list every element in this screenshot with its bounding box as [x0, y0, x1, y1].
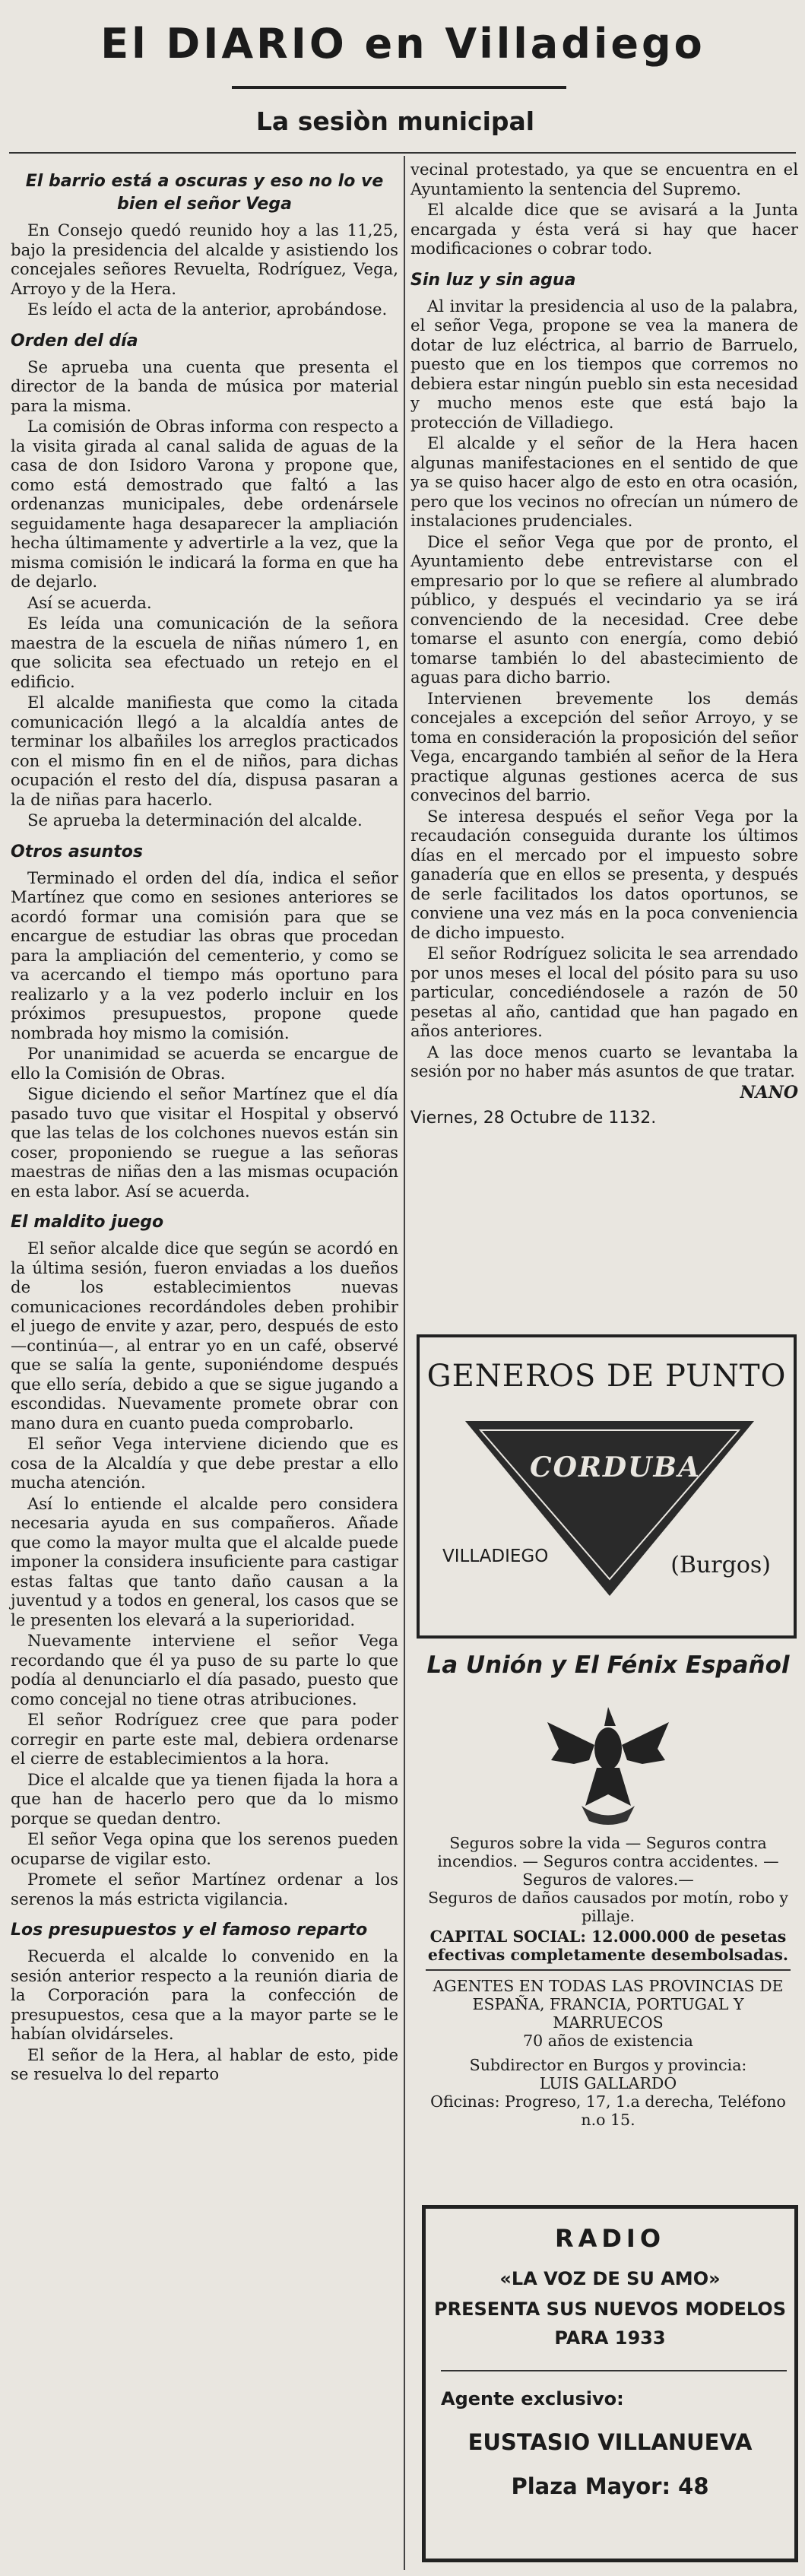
radio-line-2: PARA 1933 [554, 2327, 666, 2349]
paragraph: Promete el señor Martínez ordenar a los serenos la más estricta vigilancia. [11, 1870, 398, 1908]
paragraph: Nuevamente interviene el señor Vega recordando que él ya puso de su parte lo que podía al denunciarlo el día pasado, puesto que como concejal no tiene otras atribuciones. [11, 1631, 398, 1708]
paragraph: El señor Rodríguez cree que para poder corregir en parte este mal, debiera ordenarse el cierre de establecimientos a la hora. [11, 1710, 398, 1768]
radio-brand: «LA VOZ DE SU AMO» [499, 2268, 721, 2289]
section-heading: Orden del día [11, 331, 138, 351]
paragraph: Al invitar la presidencia al uso de la palabra, el señor Vega, propone se vea la manera de dotar de luz eléctrica, al barrio de Barruelo, puesto que en los tiempos que corremos no debiera estar ningún pueblo sin esta necesidad y mucho menos este que está bajo la protección de Villadiego. [410, 296, 798, 432]
paragraph: Intervienen brevemente los demás concejales a excepción del señor Arroyo, y se toma en consideración la proposición del señor Vega, encargando también al señor de la Hera practique algunas gestiones acerca de sus convecinos del barrio. [410, 688, 798, 804]
paragraph: Se aprueba la determinación del alcalde. [27, 811, 363, 830]
paragraph: La comisión de Obras informa con respecto a la visita girada al canal salida de aguas de la casa de don Isidoro Varona y propone que, como está demostrado que faltó a las ordenanzas municipales, debe ordenársele seguidamente haga desaparecer la ampliación hecha últimamente y advertirle a la vez, que la misma comisión le indicará la forma en que ha de dejarlo. [11, 417, 398, 591]
paragraph: Así lo entiende el alcalde pero considera necesaria ayuda en sus compañeros. Añade que como la mayor multa que el alcalde puede imponer la considera insuficiente para castigar estas faltas que tanto daño causan a la juventud y a todos en general, los casos que se le presenten los elevará a la superioridad. [11, 1493, 398, 1629]
header-rule [9, 152, 796, 154]
generos-province: (Burgos) [670, 1552, 771, 1578]
article-signature: NANO [740, 1082, 798, 1102]
section-heading: El barrio está a oscuras y eso no lo ve bien el señor Vega [25, 172, 384, 214]
generos-triangle-logo [458, 1413, 762, 1614]
union-line: 70 años de existencia [523, 2032, 693, 2050]
radio-title: RADIO [554, 2224, 666, 2253]
phoenix-emblem [544, 1692, 673, 1832]
paragraph: Terminado el orden del día, indica el señor Martínez que como en sesiones anteriores se acordó formar una comisión para que se encargue de estudiar las obras que procedan para la ampliación del cementerio, y como se va acercando el tiempo más oportuno para realizarlo y a la vez poderlo incluir en los próximos presupuestos, propone quede nombrada hoy mismo la comisión. [11, 868, 398, 1042]
union-line: Seguros sobre la vida — Seguros contra incendios. — Seguros contra accidentes. — Seguros de valores.— [437, 1834, 779, 1889]
paragraph: En Consejo quedó reunido hoy a las 11,25, bajo la presidencia del alcalde y asistiendo los concejales señores Revuelta, Rodríguez, Vega, Arroyo y de la Hera. [11, 220, 398, 298]
article-column-left [11, 160, 398, 2086]
union-divider [426, 1969, 791, 1971]
section-heading: Otros asuntos [11, 842, 143, 861]
paragraph: El señor alcalde dice que según se acordó en la última sesión, fueron enviadas a los dueños de los establecimientos nuevas comunicaciones recordándoles deben prohibir el juego de envite y azar, pero, después de esto —continúa—, al entrar yo en un café, observé que se salía la gente, suponiéndome después que ello sería, debido a que se sigue jugando a escondidas. Nuevamente promete obrar con mano dura en cuanto pueda comprobarlo. [11, 1239, 398, 1432]
paragraph: Es leída una comunicación de la señora maestra de la escuela de niñas número 1, en que solicita sea efectuado un retejo en el edificio. [11, 614, 398, 691]
paragraph: Dice el alcalde que ya tienen fijada la hora a que han de hacerlo pero que da lo mismo porque se quedan dentro. [11, 1769, 398, 1828]
article-headline: La sesiòn municipal [255, 106, 535, 136]
union-line: Subdirector en Burgos y provincia: [469, 2056, 747, 2074]
section-heading: Los presupuestos y el famoso reparto [11, 1921, 368, 1940]
paragraph: Dice el señor Vega que por de pronto, el Ayuntamiento debe entrevistarse con el empresario por lo que se refiere al alumbrado público, y después el vecindario ya se irá convenciendo de la necesidad. Cree debe tomarse el asunto con energía, como debió tomarse también lo del abastecimiento de aguas para dicho barrio. [410, 531, 798, 687]
section-heading: El maldito juego [11, 1213, 164, 1232]
union-line: Seguros de daños causados por motín, robo y pillaje. [428, 1889, 788, 1925]
paragraph: El señor Vega interviene diciendo que es cosa de la Alcaldía y que debe prestar a ello mucha atención. [11, 1434, 398, 1492]
paragraph: Se interesa después el señor Vega por la recaudación conseguida durante los últimos días en el mercado por el impuesto sobre ganadería que en ellos se presenta, y después de serle facilitados los datos oportunos, se conviene una vez más en la poca conveniencia de dicho impuesto. [410, 806, 798, 942]
radio-divider [441, 2370, 787, 2371]
union-line: LUIS GALLARDO [539, 2074, 677, 2092]
paragraph: Recuerda el alcalde lo convenido en la sesión anterior respecto a la reunión diaria de la Corporación para la confección de presupuestos, cesa que a la mayor parte se le habían olvidárseles. [11, 1946, 398, 2043]
radio-ad [422, 2205, 798, 2562]
triangle-logo-icon [458, 1413, 762, 1611]
paragraph: El alcalde dice que se avisará a la Junta encargada y ésta verá si hay que hacer modificaciones o cobrar todo. [410, 200, 798, 258]
section-heading: Sin luz y sin agua [410, 270, 576, 290]
generos-city: VILLADIEGO [442, 1547, 549, 1566]
masthead-title: El DIARIO en Villadiego [100, 20, 705, 68]
paragraph: Sigue diciendo el señor Martínez que el día pasado tuvo que visitar el Hospital y observó que las telas de los colchones nuevos están sin coser, proponiendo se ruegue a las señoras maestras de niñas den a las mismas ocupación en esta labor. Así se acuerda. [11, 1084, 398, 1201]
union-line: Oficinas: Progreso, 17, 1.a derecha, Teléfono n.o 15. [430, 2092, 786, 2129]
generos-brand: CORDUBA [530, 1451, 701, 1483]
union-capital: CAPITAL SOCIAL: 12.000.000 de pesetas efectivas completamente desembolsadas. [427, 1927, 789, 1964]
paragraph: A las doce menos cuarto se levantaba la sesión por no haber más asuntos de que tratar. [410, 1042, 798, 1080]
paragraph: El señor Rodríguez solicita le sea arrendado por unos meses el local del pósito para su uso particular, concediéndosele a razón de 50 pesetas al año, cantidad que han pagado en años anteriores. [410, 944, 798, 1040]
title-underline [232, 86, 566, 89]
union-agents [426, 1977, 791, 2129]
paragraph: Se aprueba una cuenta que presenta el director de la banda de música por material para la misma. [11, 357, 398, 415]
paragraph: Así se acuerda. [27, 592, 152, 612]
union-line: AGENTES EN TODAS LAS PROVINCIAS DE ESPAÑA, FRANCIA, PORTUGAL Y MARRUECOS [433, 1977, 784, 2032]
article-dateline: Viernes, 28 Octubre de 1132. [410, 1108, 657, 1128]
union-insurance-lines [426, 1834, 791, 1925]
paragraph: El alcalde y el señor de la Hera hacen algunas manifestaciones en el sentido de que ya se quiso hacer algo de esto en otra ocasión, pero que los vecinos no ofrecían un número de instalaciones prudenciales. [410, 433, 798, 530]
generos-title: GENEROS DE PUNTO [426, 1359, 787, 1394]
radio-agent-label: Agente exclusivo: [441, 2388, 624, 2409]
paragraph: El alcalde manifiesta que como la citada comunicación llegó a la alcaldía antes de terminar los albañiles los arreglos practicados con el mismo fin en el de niños, para dichas ocupación el resto del día, dispusa pasaran a la de niñas para hacerlo. [11, 693, 398, 809]
phoenix-icon [544, 1692, 673, 1829]
radio-address: Plaza Mayor: 48 [511, 2473, 709, 2499]
paragraph: El señor Vega opina que los serenos pueden ocuparse de vigilar esto. [11, 1829, 398, 1868]
generos-de-punto-ad [417, 1334, 797, 1639]
article-column-right [410, 160, 798, 1128]
radio-line-1: PRESENTA SUS NUEVOS MODELOS [434, 2298, 786, 2320]
radio-agent: EUSTASIO VILLANUEVA [467, 2429, 753, 2455]
union-fenix-title: La Unión y El Fénix Español [426, 1651, 790, 1679]
paragraph: Por unanimidad se acuerda se encargue de ello la Comisión de Obras. [11, 1044, 398, 1083]
paragraph: vecinal protestado, ya que se encuentra en el Ayuntamiento la sentencia del Supremo. [410, 160, 798, 198]
paragraph: El señor de la Hera, al hablar de esto, pide se resuelva lo del reparto [11, 2045, 398, 2083]
column-divider [404, 156, 405, 2570]
paragraph: Es leído el acta de la anterior, aprobándose. [27, 300, 388, 319]
